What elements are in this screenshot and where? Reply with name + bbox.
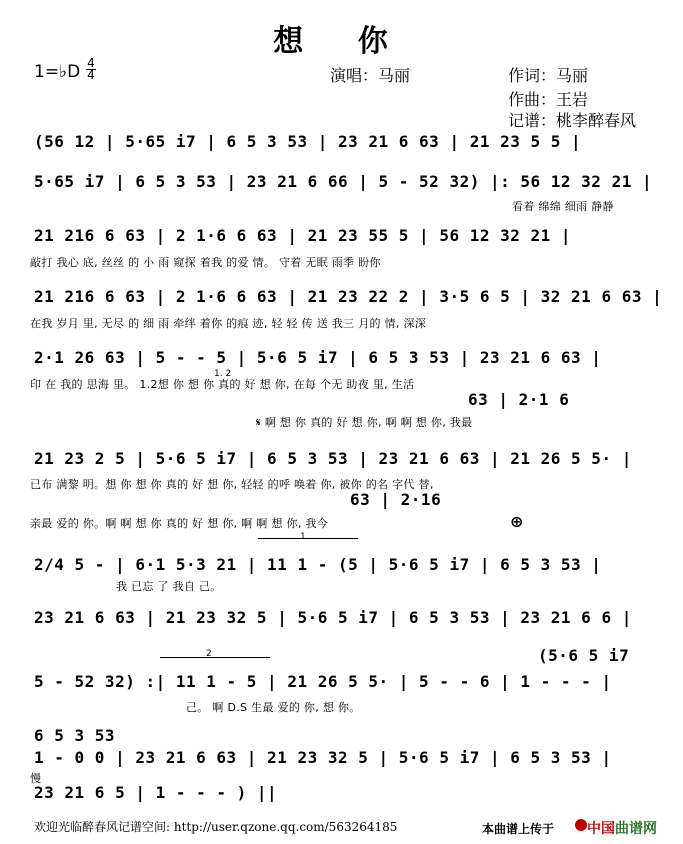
- key-signature: 1=♭D: [34, 62, 81, 82]
- score-line-9: 2/4 5 - | 6·1 5·3 21 | 11 1 - (5 | 5·6 5 i7 | 6 5 3 53 |: [34, 555, 602, 574]
- score-line-10: 23 21 6 63 | 21 23 32 5 | 5·6 5 i7 | 6 5 3 53 | 23 21 6 6 |: [34, 608, 632, 627]
- brand-part-a: 中国: [587, 821, 615, 837]
- score-line-4: 21 216 6 63 | 2 1·6 6 63 | 21 23 22 2 | 3·5 6 5 | 32 21 6 63 |: [34, 287, 663, 306]
- score-line-3: 21 216 6 63 | 2 1·6 6 63 | 21 23 55 5 | 56 12 32 21 |: [34, 226, 572, 245]
- score-line-2: 5·65 i7 | 6 5 3 53 | 23 21 6 66 | 5 - 52 32) |: 56 12 32 21 |: [34, 172, 653, 191]
- composer-credit: 作曲：王岩: [508, 90, 589, 109]
- site-brand: [587, 818, 657, 838]
- singer-credit: 演唱：马丽: [330, 66, 411, 85]
- upload-note: 本曲谱上传于: [482, 822, 555, 836]
- volta-mark-1: 1: [300, 532, 306, 542]
- volta-bracket-1: [258, 538, 358, 539]
- lyric-line-6: 𝄋 啊 想 你 真的 好 想 你, 啊 啊 想 你, 我最: [256, 416, 473, 429]
- coda-sign: ⊕: [510, 512, 524, 531]
- lyric-line-4: 在我 岁月 里, 无尽 的 细 雨 牵绊 着你 的痕 迹, 轻 轻 传 送 我三 月的 情, 深深: [30, 317, 427, 330]
- score-line-1: (56 12 | 5·65 i7 | 6 5 3 53 | 23 21 6 63 | 21 23 5 5 |: [34, 132, 582, 151]
- time-bottom: 4: [87, 68, 95, 82]
- lyric-line-11: 己。 啊 D.S 生最 爱的 你, 想 你。: [186, 701, 361, 714]
- lyricist-credit: 作词：马丽: [508, 66, 589, 85]
- lyric-line-8: 亲最 爱的 你。啊 啊 想 你 真的 好 想 你, 啊 啊 想 你, 我今: [30, 517, 329, 530]
- score-line-11: 5 - 52 32) :| 11 1 - 5 | 21 26 5 5· | 5 - - 6 | 1 - - - |: [34, 672, 612, 691]
- score-line-14: 23 21 6 5 | 1 - - - ) ||: [34, 783, 278, 802]
- footer-link-text: 欢迎光临醉春风记谱空间: http://user.qzone.qq.com/563264185: [34, 820, 398, 834]
- lyric-line-9: 我 已忘 了 我自 己。: [116, 580, 222, 593]
- score-line-6: 63 | 2·1 6: [468, 390, 570, 409]
- score-line-8: 63 | 2·16: [350, 490, 442, 509]
- brand-part-b: 曲谱网: [615, 821, 657, 837]
- score-line-12: 6 5 3 53: [34, 726, 116, 745]
- score-line-11-upper: (5·6 5 i7: [538, 646, 630, 665]
- lyric-line-3: 敲打 我心 底, 丝丝 的 小 雨 窥探 着我 的爱 情。 守着 无眠 雨季 盼你: [30, 256, 381, 269]
- volta-mark-1-2: 1. 2: [214, 369, 232, 379]
- score-line-7: 21 23 2 5 | 5·6 5 i7 | 6 5 3 53 | 23 21 6 63 | 21 26 5 5· |: [34, 449, 632, 468]
- song-title: 想 你: [273, 24, 410, 59]
- site-logo-icon: [575, 819, 587, 831]
- score-line-5: 2·1 26 63 | 5 - - 5 | 5·6 5 i7 | 6 5 3 53 | 23 21 6 63 |: [34, 348, 602, 367]
- tempo-word: 慢: [30, 772, 42, 785]
- lyric-line-7: 已布 满黎 明。想 你 想 你 真的 好 想 你, 轻轻 的呼 唤着 你, 被你 的名 字代 替,: [30, 478, 434, 491]
- lyric-line-2: 看着 绵绵 细雨 静静: [512, 200, 614, 213]
- lyric-line-5: 印 在 我的 思海 里。 1.2想 你 想 你 真的 好 想 你, 在每 个无 助夜 里, 生活: [30, 378, 415, 391]
- score-line-13: 1 - 0 0 | 23 21 6 63 | 21 23 32 5 | 5·6 5 i7 | 6 5 3 53 |: [34, 748, 612, 767]
- volta-mark-2: 2: [206, 649, 212, 659]
- time-signature: [86, 58, 96, 81]
- volta-bracket-2: [160, 657, 270, 658]
- time-top: 4: [87, 56, 95, 70]
- transcriber-credit: 记谱：桃李醉春风: [508, 111, 637, 130]
